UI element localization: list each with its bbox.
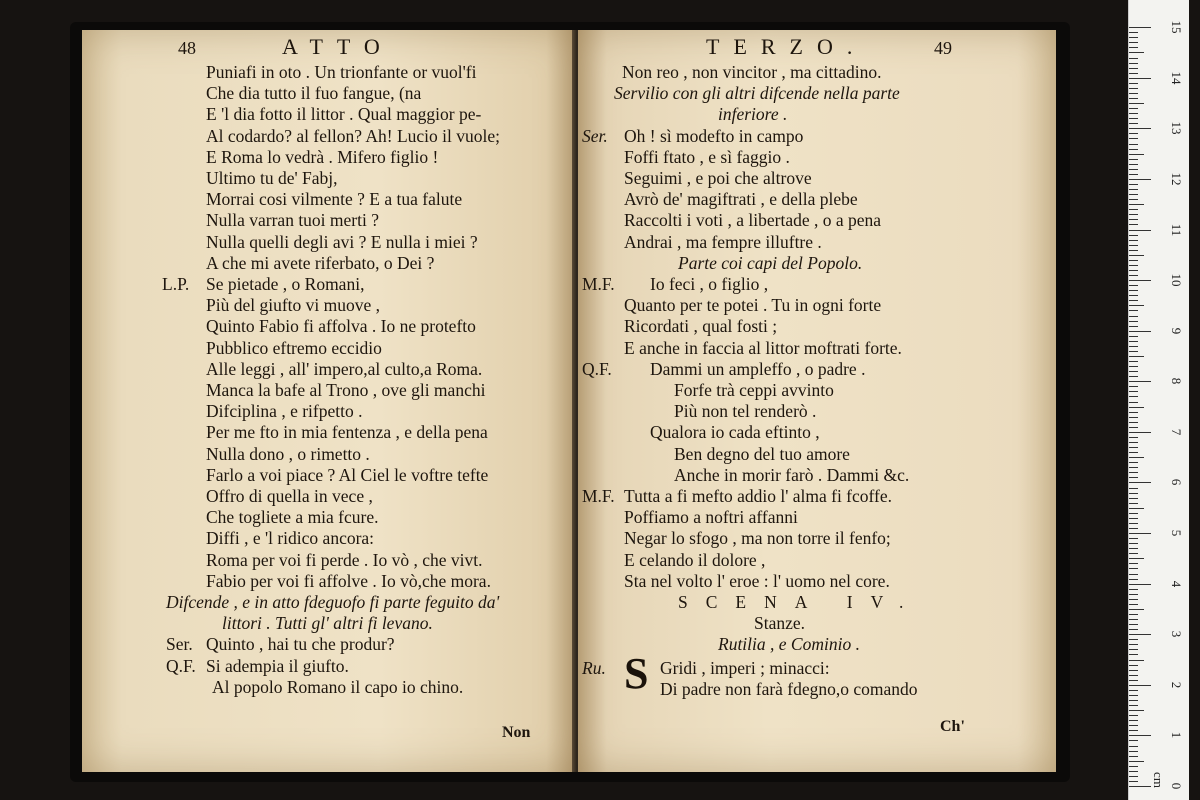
left-page	[82, 30, 576, 772]
ruler-tick	[1129, 128, 1151, 129]
ruler-tick	[1129, 78, 1151, 79]
ruler-tick	[1129, 270, 1138, 271]
ruler-tick	[1129, 346, 1138, 347]
verse-line: Ultimo tu de' Fabj,	[206, 168, 338, 188]
ruler-tick	[1129, 619, 1138, 620]
ruler-tick	[1129, 720, 1138, 721]
right-running-head: TERZO.	[706, 34, 867, 59]
ruler-tick	[1129, 376, 1138, 377]
verse-line: Alle leggi , all' impero,al culto,a Roma.	[206, 358, 483, 379]
speaker-label: Ser.	[166, 634, 193, 655]
ruler-tick	[1129, 52, 1144, 53]
verse-line: Raccolti i voti , a libertade , o a pena	[624, 210, 882, 231]
speaker-label: L.P.	[162, 274, 190, 294]
ruler-tick	[1129, 402, 1138, 403]
ruler-number: 3	[1169, 630, 1184, 638]
ruler-tick	[1129, 427, 1138, 428]
ruler-tick	[1129, 199, 1138, 200]
verse-line: Ben degno del tuo amore	[674, 443, 850, 464]
verse-line: Anche in morir farò . Dammi &c.	[674, 464, 910, 485]
ruler-number: 0	[1169, 782, 1184, 790]
verse-line: Tutta a fi mefto addio l' alma fi fcoffe.	[624, 486, 893, 506]
ruler-tick	[1129, 614, 1138, 615]
ruler-number: 12	[1169, 172, 1184, 186]
ruler-tick	[1129, 457, 1144, 458]
left-running-head: ATTO	[282, 34, 394, 59]
ruler-tick	[1129, 589, 1138, 590]
ruler-number: 7	[1169, 428, 1184, 436]
ruler-tick	[1129, 144, 1138, 145]
ruler-tick	[1129, 751, 1138, 752]
ruler-unit-label: cm	[1151, 772, 1166, 788]
ruler-tick	[1129, 548, 1138, 549]
stage-direction: Difcende , e in atto fdeguofo fi parte feguito da'	[166, 592, 500, 612]
ruler-tick	[1129, 204, 1144, 205]
ruler-tick	[1129, 624, 1138, 625]
verse-line: E 'l dia fotto il littor . Qual maggior pe-	[206, 104, 482, 125]
ruler-tick	[1129, 579, 1138, 580]
ruler-tick	[1129, 761, 1144, 762]
ruler-tick	[1129, 260, 1138, 261]
verse-line: Oh ! sì modefto in campo	[624, 125, 804, 146]
ruler-tick	[1129, 417, 1138, 418]
ruler-tick	[1129, 746, 1138, 747]
ruler-tick	[1129, 133, 1138, 134]
ruler-tick	[1129, 437, 1138, 438]
verse-line: Se pietade , o Romani,	[206, 274, 365, 294]
stage-direction: Servilio con gli altri difcende nella parte	[614, 83, 900, 104]
ruler-number: 8	[1169, 378, 1184, 385]
ruler-tick	[1129, 230, 1151, 231]
scene-heading: SCENA IV.	[678, 592, 922, 612]
verse-line: Nulla varran tuoi merti ?	[206, 210, 379, 231]
ruler-tick	[1129, 462, 1138, 463]
speaker-label: Q.F.	[166, 655, 196, 676]
ruler-tick	[1129, 255, 1144, 256]
verse-line: Quinto , hai tu che produr?	[206, 634, 395, 655]
ruler-number: 1	[1169, 732, 1184, 739]
ruler-tick	[1129, 644, 1138, 645]
verse-line: E celando il dolore ,	[624, 549, 766, 570]
ruler-tick	[1129, 316, 1138, 317]
ruler-tick	[1129, 629, 1138, 630]
verse-line: Più del giufto vi muove ,	[206, 295, 381, 316]
ruler-number: 4	[1169, 580, 1184, 587]
verse-line: Seguimi , e poi che altrove	[624, 168, 812, 188]
scene-subheading: Stanze.	[754, 613, 806, 634]
ruler-tick	[1129, 498, 1138, 499]
left-catchword: Non	[502, 724, 531, 741]
ruler-tick	[1129, 781, 1138, 782]
right-page-number: 49	[934, 38, 952, 58]
verse-line: E anche in faccia al littor moftrati forte.	[624, 337, 902, 358]
ruler-tick	[1129, 670, 1138, 671]
ruler-tick	[1129, 305, 1144, 306]
ruler-tick	[1129, 73, 1138, 74]
verse-line: Che togliete a mia fcure.	[206, 507, 379, 528]
ruler-tick	[1129, 118, 1138, 119]
ruler-tick	[1129, 786, 1151, 787]
ruler-tick	[1129, 275, 1138, 276]
ruler-tick	[1129, 665, 1138, 666]
ruler-tick	[1129, 735, 1151, 736]
ruler-tick	[1129, 336, 1138, 337]
verse-line: Io feci , o figlio ,	[650, 274, 769, 294]
ruler-number: 5	[1169, 529, 1184, 537]
verse-line: Manca la bafe al Trono , ove gli manchi	[206, 380, 486, 400]
ruler-tick	[1129, 169, 1138, 170]
verse-line: Gridi , imperi ; minacci:	[660, 657, 830, 678]
ruler-tick	[1129, 695, 1138, 696]
ruler-tick	[1129, 98, 1138, 99]
ruler-tick	[1129, 715, 1138, 716]
verse-line: Quinto Fabio fi affolva . Io ne protefto	[206, 316, 476, 337]
ruler-tick	[1129, 756, 1138, 757]
ruler-tick	[1129, 710, 1144, 711]
ruler-tick	[1129, 265, 1138, 266]
ruler-tick	[1129, 508, 1144, 509]
ruler-tick	[1129, 245, 1138, 246]
ruler-tick	[1129, 194, 1138, 195]
ruler-tick	[1129, 488, 1138, 489]
exit-direction: Parte coi capi del Popolo.	[678, 252, 863, 273]
ruler-tick	[1129, 250, 1138, 251]
verse-line: Nulla dono , o rimetto .	[206, 443, 370, 464]
ruler-tick	[1129, 164, 1138, 165]
verse-line: A che mi avete riferbato, o Dei ?	[206, 252, 435, 273]
ruler-tick	[1129, 503, 1138, 504]
ruler-tick	[1129, 493, 1138, 494]
right-page	[578, 30, 1056, 772]
measurement-ruler	[1128, 0, 1189, 800]
ruler-tick	[1129, 730, 1138, 731]
verse-line: Farlo a voi piace ? Al Ciel le voftre tefte	[206, 464, 489, 485]
ruler-number: 2	[1169, 681, 1184, 689]
verse-line: Fabio per voi fi affolve . Io vò,che mora.	[206, 570, 491, 591]
ruler-tick	[1129, 138, 1138, 139]
verse-line: Di padre non farà fdegno,o comando	[660, 678, 918, 699]
ruler-tick	[1129, 634, 1151, 635]
ruler-tick	[1129, 356, 1144, 357]
ruler-tick	[1129, 528, 1138, 529]
verse-line: Al popolo Romano il capo io chino.	[212, 676, 464, 697]
ruler-tick	[1129, 690, 1138, 691]
verse-line: Per me fto in mia fentenza , e della pena	[206, 422, 488, 443]
verse-line: Forfe trà ceppi avvinto	[674, 380, 834, 400]
ruler-tick	[1129, 47, 1138, 48]
ruler-tick	[1129, 103, 1144, 104]
ruler-tick	[1129, 113, 1138, 114]
ruler-tick	[1129, 407, 1144, 408]
verse-line: Offro di quella in vece ,	[206, 486, 373, 506]
ruler-number: 14	[1169, 71, 1184, 85]
ruler-tick	[1129, 558, 1144, 559]
verse-line: Al codardo? al fellon? Ah! Lucio il vuole;	[206, 125, 501, 146]
ruler-tick	[1129, 771, 1138, 772]
verse-line: Andrai , ma fempre illuftre .	[624, 231, 822, 252]
verse-line: Diffi , e 'l ridico ancora:	[206, 528, 375, 549]
verse-line: Foffi ftato , e sì faggio .	[624, 146, 790, 167]
ruler-tick	[1129, 159, 1138, 160]
verse-line: Avrò de' magiftrati , e della plebe	[624, 189, 858, 210]
ruler-tick	[1129, 179, 1151, 180]
verse-line: Dammi un ampleffo , o padre .	[650, 358, 866, 379]
speaker-label: Q.F.	[582, 358, 612, 379]
ruler-tick	[1129, 422, 1138, 423]
ruler-tick	[1129, 240, 1138, 241]
ruler-tick	[1129, 639, 1138, 640]
ruler-tick	[1129, 594, 1138, 595]
ruler-tick	[1129, 331, 1151, 332]
ruler-tick	[1129, 477, 1138, 478]
ruler-tick	[1129, 189, 1138, 190]
ruler-tick	[1129, 442, 1138, 443]
ruler-tick	[1129, 700, 1138, 701]
ruler-number: 10	[1169, 273, 1184, 287]
ruler-tick	[1129, 93, 1138, 94]
ruler-number: 15	[1169, 20, 1184, 34]
ruler-tick	[1129, 214, 1138, 215]
ruler-tick	[1129, 68, 1138, 69]
ruler-tick	[1129, 341, 1138, 342]
verse-line: Nulla quelli degli avi ? E nulla i miei ?	[206, 231, 478, 252]
ruler-tick	[1129, 321, 1138, 322]
ruler-tick	[1129, 42, 1138, 43]
speaker-label: M.F.	[582, 486, 615, 506]
ruler-tick	[1129, 27, 1151, 28]
ruler-tick	[1129, 574, 1138, 575]
ruler-tick	[1129, 326, 1138, 327]
ruler-tick	[1129, 366, 1138, 367]
ruler-tick	[1129, 609, 1144, 610]
stage-direction: inferiore .	[718, 104, 788, 125]
ruler-tick	[1129, 518, 1138, 519]
verse-line: Poffiamo a noftri affanni	[624, 507, 798, 528]
ruler-tick	[1129, 32, 1138, 33]
ruler-tick	[1129, 482, 1151, 483]
drop-cap-letter: S	[624, 648, 649, 698]
right-catchword: Ch'	[940, 718, 965, 735]
ruler-number: 13	[1169, 121, 1184, 135]
ruler-tick	[1129, 58, 1138, 59]
ruler-tick	[1129, 285, 1138, 286]
verse-line: Pubblico eftremo eccidio	[206, 337, 382, 358]
ruler-tick	[1129, 553, 1138, 554]
ruler-tick	[1129, 584, 1151, 585]
ruler-number: 11	[1169, 223, 1184, 236]
ruler-tick	[1129, 386, 1138, 387]
verse-line: Quanto per te potei . Tu in ogni forte	[624, 295, 882, 316]
verse-line: Negar lo sfogo , ma non torre il fenfo;	[624, 528, 891, 549]
ruler-tick	[1129, 123, 1138, 124]
ruler-tick	[1129, 361, 1138, 362]
ruler-tick	[1129, 467, 1138, 468]
ruler-tick	[1129, 568, 1138, 569]
verse-line: Difciplina , e rifpetto .	[206, 401, 363, 422]
ruler-tick	[1129, 563, 1138, 564]
ruler-tick	[1129, 680, 1138, 681]
ruler-number: 9	[1169, 327, 1184, 334]
ruler-tick	[1129, 412, 1138, 413]
ruler-tick	[1129, 472, 1138, 473]
ruler-tick	[1129, 543, 1138, 544]
ruler-tick	[1129, 776, 1138, 777]
ruler-tick	[1129, 654, 1138, 655]
ruler-tick	[1129, 108, 1138, 109]
ruler-tick	[1129, 37, 1138, 38]
ruler-tick	[1129, 725, 1138, 726]
ruler-tick	[1129, 538, 1138, 539]
ruler-tick	[1129, 310, 1138, 311]
ruler-tick	[1129, 452, 1138, 453]
verse-line: Morrai cosi vilmente ? E a tua falute	[206, 189, 463, 210]
verse-line: Sta nel volto l' eroe : l' uomo nel core.	[624, 570, 890, 591]
ruler-tick	[1129, 351, 1138, 352]
ruler-tick	[1129, 295, 1138, 296]
verse-line: Qualora io cada eftinto ,	[650, 422, 820, 443]
ruler-tick	[1129, 649, 1138, 650]
ruler-tick	[1129, 523, 1138, 524]
ruler-tick	[1129, 63, 1138, 64]
ruler-tick	[1129, 705, 1138, 706]
verse-line: Più non tel renderò .	[674, 401, 817, 422]
ruler-tick	[1129, 599, 1138, 600]
verse-line: Puniafi in oto . Un trionfante or vuol'fi	[206, 62, 477, 82]
ruler-number: 6	[1169, 479, 1184, 486]
ruler-tick	[1129, 391, 1138, 392]
verse-line: Ricordati , qual fosti ;	[624, 316, 778, 337]
characters-line: Rutilia , e Cominio .	[718, 634, 860, 655]
ruler-tick	[1129, 396, 1138, 397]
ruler-tick	[1129, 280, 1151, 281]
ruler-tick	[1129, 154, 1144, 155]
ruler-tick	[1129, 300, 1138, 301]
ruler-tick	[1129, 209, 1138, 210]
ruler-tick	[1129, 685, 1151, 686]
ruler-tick	[1129, 371, 1138, 372]
verse-line: Roma per voi fi perde . Io vò , che vivt.	[206, 549, 483, 570]
verse-line: Si adempia il giufto.	[206, 655, 349, 676]
ruler-tick	[1129, 766, 1138, 767]
ruler-tick	[1129, 740, 1138, 741]
ruler-tick	[1129, 432, 1151, 433]
speaker-label: Ser.	[582, 125, 608, 146]
ruler-tick	[1129, 235, 1138, 236]
ruler-tick	[1129, 149, 1138, 150]
verse-line: Che dia tutto il fuo fangue, (na	[206, 83, 422, 104]
ruler-tick	[1129, 290, 1138, 291]
ruler-tick	[1129, 533, 1151, 534]
ruler-tick	[1129, 219, 1138, 220]
verse-line: E Roma lo vedrà . Mifero figlio !	[206, 146, 439, 167]
ruler-tick	[1129, 184, 1138, 185]
ruler-tick	[1129, 83, 1138, 84]
stage-direction: littori . Tutti gl' altri fi levano.	[222, 613, 433, 634]
ruler-tick	[1129, 447, 1138, 448]
ruler-tick	[1129, 381, 1151, 382]
speaker-label: Ru.	[582, 657, 606, 678]
speaker-label: M.F.	[582, 274, 615, 294]
verse-line: Non reo , non vincitor , ma cittadino.	[622, 62, 882, 82]
ruler-tick	[1129, 513, 1138, 514]
ruler-tick	[1129, 224, 1138, 225]
ruler-tick	[1129, 675, 1138, 676]
left-page-number: 48	[178, 38, 196, 58]
ruler-tick	[1129, 174, 1138, 175]
ruler-tick	[1129, 660, 1144, 661]
ruler-tick	[1129, 88, 1138, 89]
ruler-tick	[1129, 604, 1138, 605]
